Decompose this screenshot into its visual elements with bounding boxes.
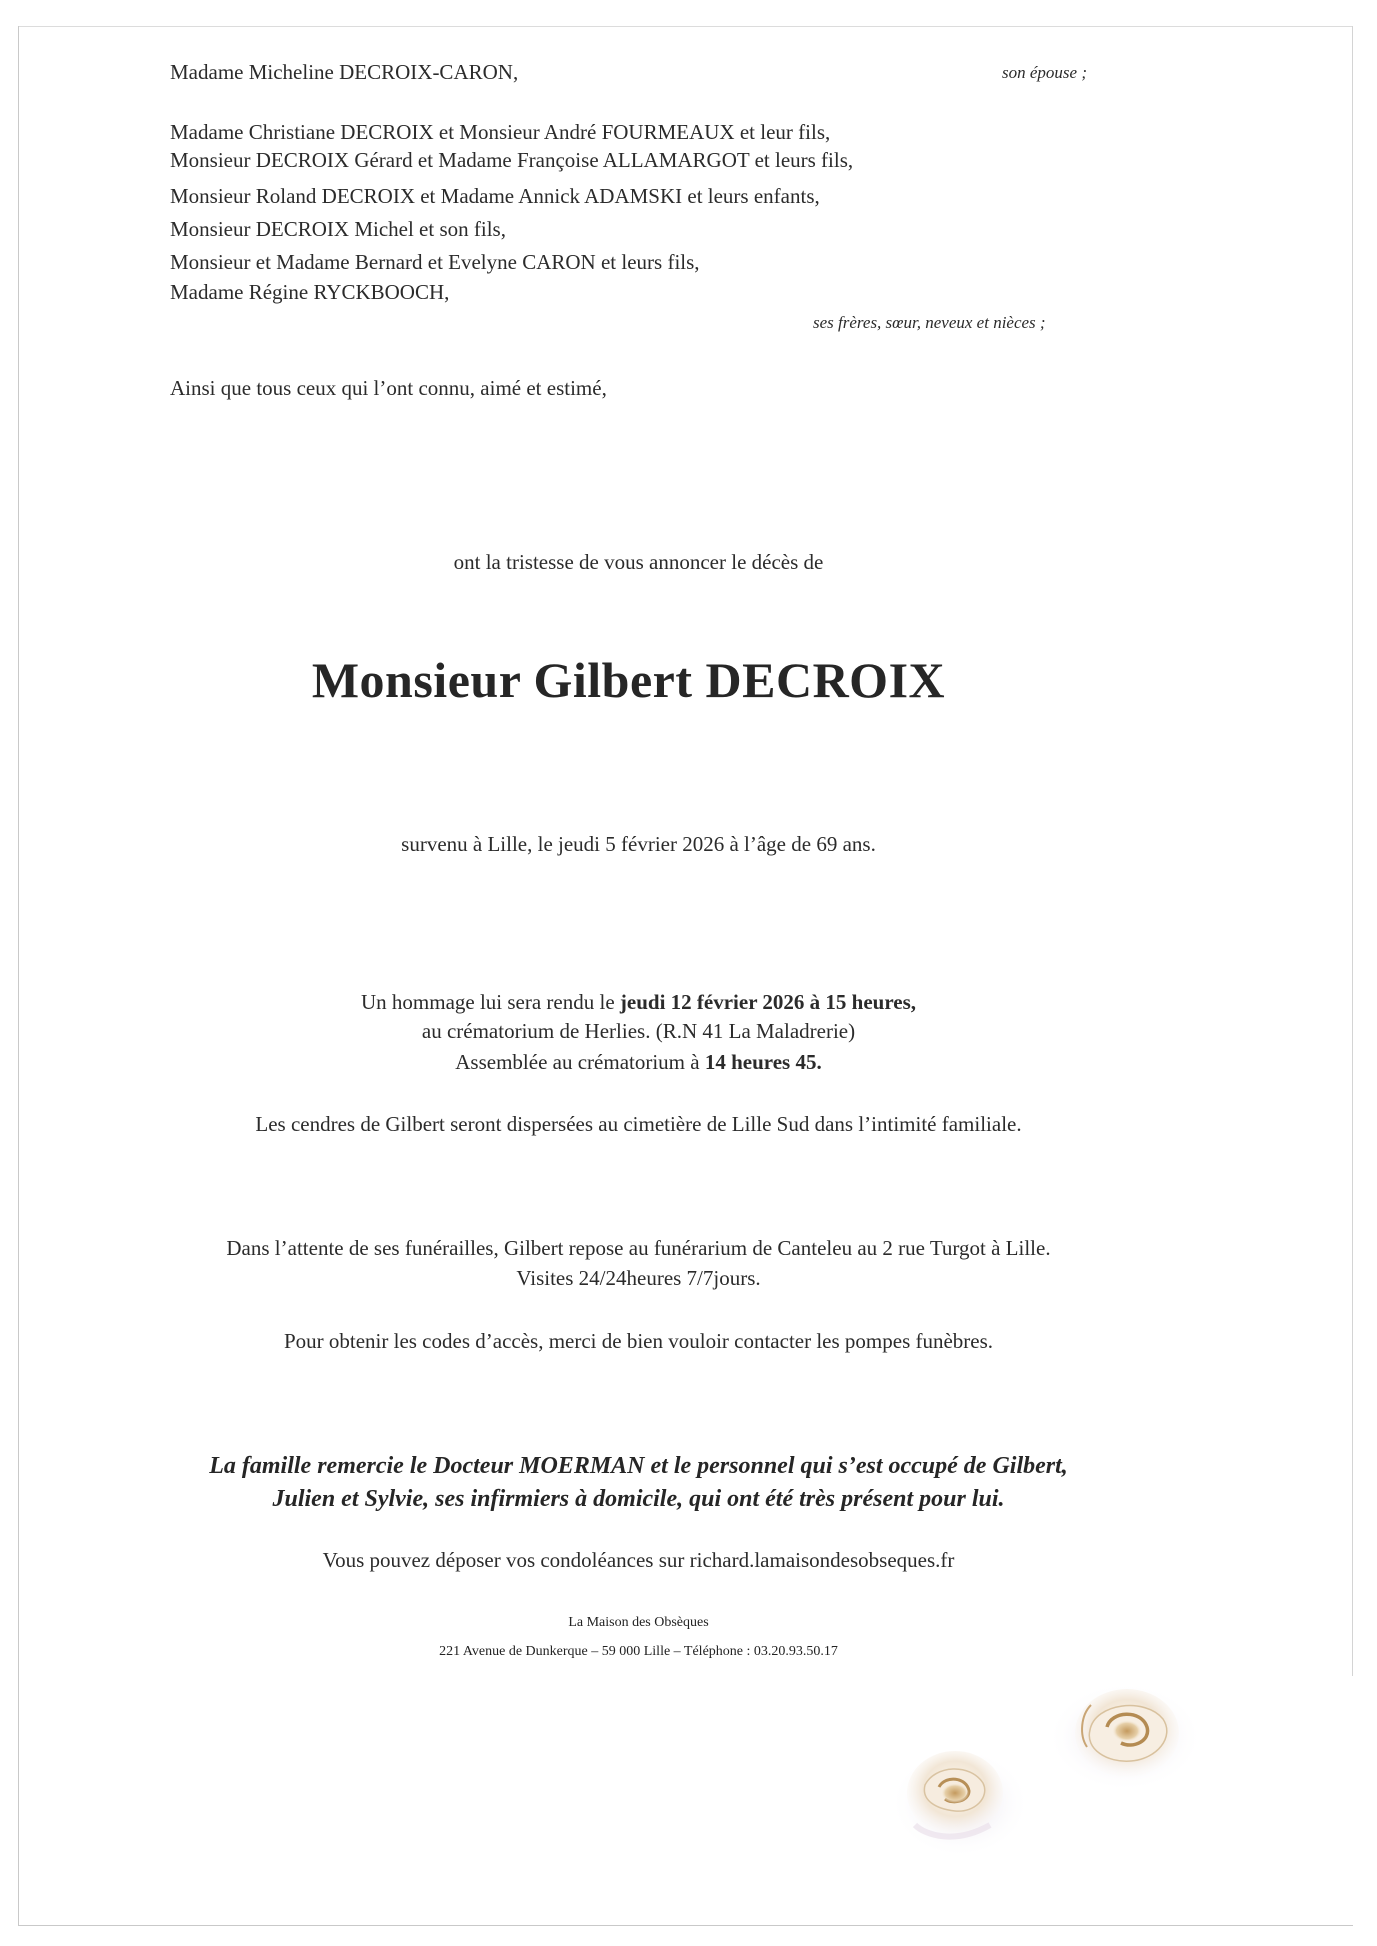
family-member-2: Monsieur DECROIX Gérard et Madame Françoise ALLAMARGOT et leurs fils, xyxy=(170,148,854,172)
family-member-6: Madame Régine RYCKBOOCH, xyxy=(170,280,450,304)
announcement-intro: ont la tristesse de vous annoncer le décès de xyxy=(453,550,824,574)
company-address: 221 Avenue de Dunkerque – 59 000 Lille – Téléphone : 03.20.93.50.17 xyxy=(439,1644,838,1659)
others-line: Ainsi que tous ceux qui l’ont connu, aimé et estimé, xyxy=(170,376,607,400)
access-codes-line: Pour obtenir les codes d’accès, merci de bien vouloir contacter les pompes funèbres. xyxy=(283,1329,994,1353)
page-border-right xyxy=(1352,26,1353,1676)
members-role: ses frères, sœur, neveux et nièces ; xyxy=(813,313,1046,332)
gathering-time: 14 heures 45. xyxy=(704,1050,822,1074)
gathering-prefix: Assemblée au crématorium à xyxy=(455,1050,705,1074)
company-name: La Maison des Obsèques xyxy=(568,1615,709,1630)
rose-left-icon xyxy=(895,1748,1030,1858)
spouse-role: son épouse ; xyxy=(1002,63,1087,82)
family-member-5: Monsieur et Madame Bernard et Evelyne CARON et leurs fils, xyxy=(170,250,700,274)
condolences-line: Vous pouvez déposer vos condoléances sur richard.lamaisondesobseques.fr xyxy=(322,1548,955,1572)
white-roses-icon xyxy=(895,1685,1275,1890)
tribute-date: jeudi 12 février 2026 à 15 heures, xyxy=(619,990,917,1014)
thanks-line-2: Julien et Sylvie, ses infirmiers à domicile, qui ont été très présent pour lui. xyxy=(272,1486,1005,1512)
visit-hours: Visites 24/24heures 7/7jours. xyxy=(516,1266,761,1290)
family-member-4: Monsieur DECROIX Michel et son fils, xyxy=(170,217,506,241)
death-details: survenu à Lille, le jeudi 5 février 2026 à l’âge de 69 ans. xyxy=(401,832,876,856)
deceased-name: Monsieur Gilbert DECROIX xyxy=(311,652,946,708)
family-member-3: Monsieur Roland DECROIX et Madame Annick ADAMSKI et leurs enfants, xyxy=(170,184,820,208)
page-border xyxy=(18,26,1353,1926)
thanks-line-1: La famille remercie le Docteur MOERMAN et le personnel qui s’est occupé de Gilbert, xyxy=(209,1453,1068,1479)
rest-line: Dans l’attente de ses funérailles, Gilbert repose au funérarium de Canteleu au 2 rue Turgot à Lille. xyxy=(226,1236,1051,1260)
gathering-line xyxy=(0,1052,1327,1073)
family-member-1: Madame Christiane DECROIX et Monsieur André FOURMEAUX et leur fils, xyxy=(170,120,831,144)
tribute-location: au crématorium de Herlies. (R.N 41 La Maladrerie) xyxy=(421,1019,856,1043)
rose-right-icon xyxy=(1047,1685,1203,1792)
ashes-line: Les cendres de Gilbert seront dispersées au cimetière de Lille Sud dans l’intimité familiale. xyxy=(255,1112,1022,1136)
spouse-line: Madame Micheline DECROIX-CARON, xyxy=(170,60,519,84)
tribute-line xyxy=(0,992,1327,1013)
tribute-prefix: Un hommage lui sera rendu le xyxy=(360,990,620,1014)
